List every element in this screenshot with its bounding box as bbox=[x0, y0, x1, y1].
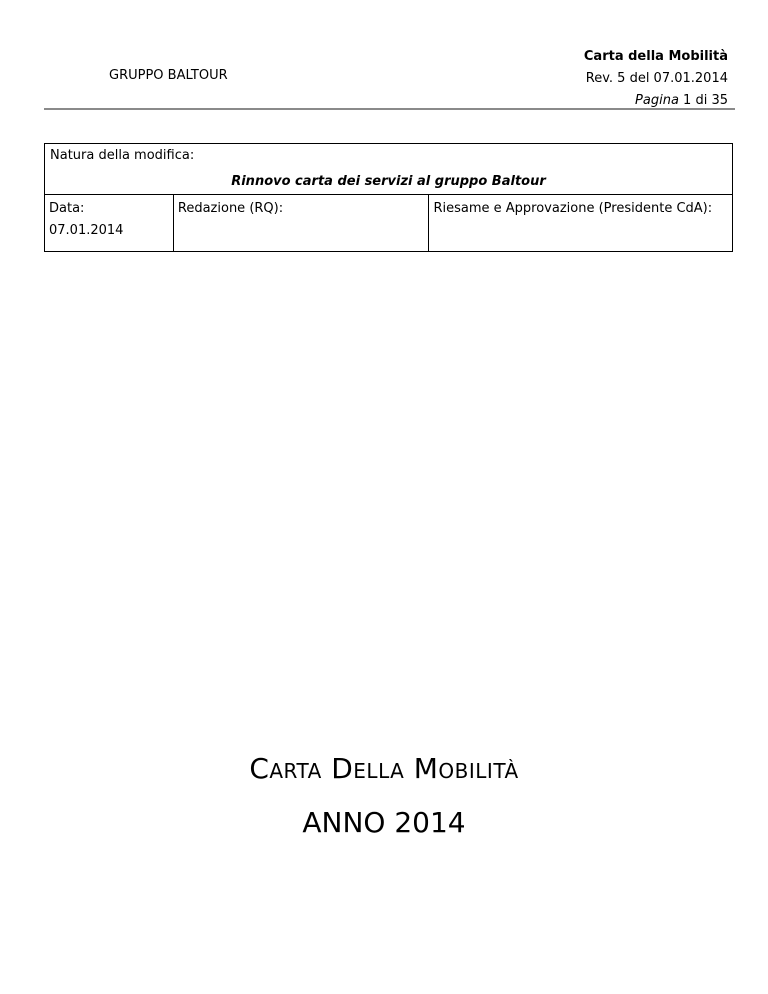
cover-title: Carta Della Mobilità bbox=[249, 752, 519, 785]
redazione-cell bbox=[173, 195, 429, 252]
riesame-cell bbox=[429, 195, 733, 252]
header-revision: Rev. 5 del 07.01.2014 bbox=[585, 71, 728, 86]
modification-table bbox=[44, 143, 733, 252]
data-cell bbox=[45, 195, 174, 252]
cover-year: ANNO 2014 bbox=[302, 806, 466, 839]
data-value: 07.01.2014 bbox=[49, 223, 124, 238]
page-label: Pagina bbox=[635, 93, 679, 108]
header-company: GRUPPO BALTOUR bbox=[109, 68, 228, 83]
redazione-label: Redazione (RQ): bbox=[177, 201, 284, 216]
natura-value: Rinnovo carta dei servizi al gruppo Baltour bbox=[231, 174, 546, 189]
header-doc-title: Carta della Mobilità bbox=[583, 49, 728, 64]
riesame-label: Riesame e Approvazione (Presidente CdA): bbox=[433, 201, 713, 216]
page-count: 1 di 35 bbox=[678, 93, 728, 108]
header-right-block bbox=[584, 46, 728, 112]
data-label: Data: bbox=[49, 201, 85, 216]
natura-cell bbox=[45, 144, 733, 195]
natura-label: Natura della modifica: bbox=[50, 148, 195, 163]
header-divider bbox=[44, 108, 735, 110]
